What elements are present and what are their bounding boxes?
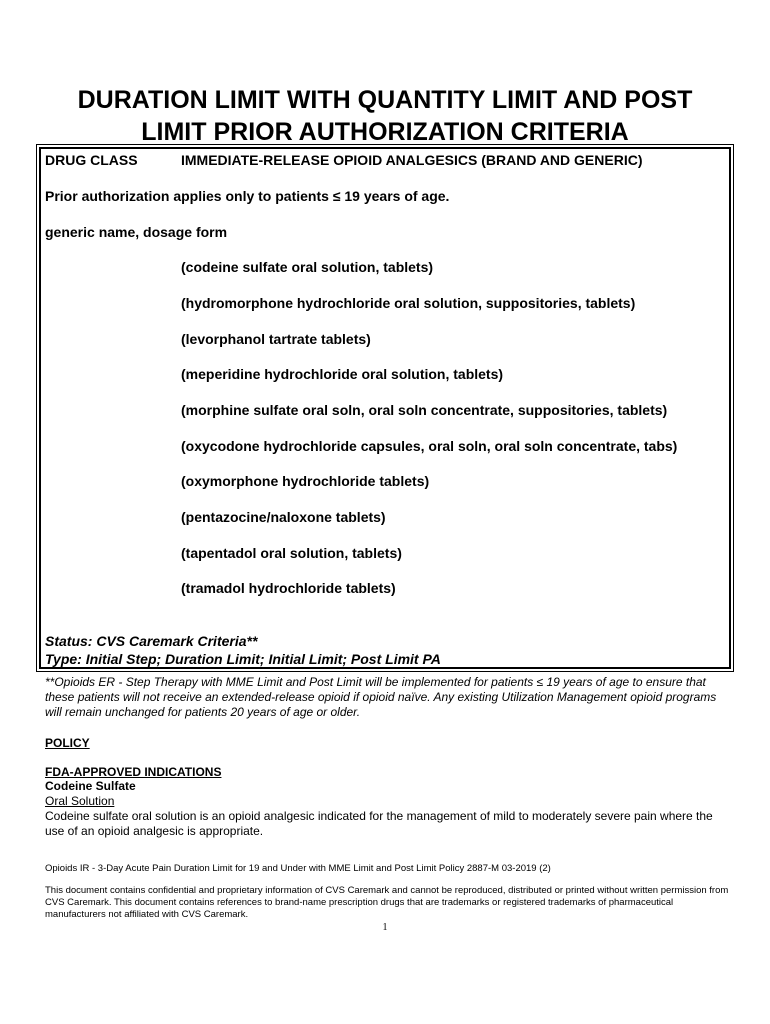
drug-list-item: (tapentadol oral solution, tablets) [181,545,402,561]
policy-reference: Opioids IR - 3-Day Acute Pain Duration Limit for 19 and Under with MME Limit and Post Limit Policy 2887-M 03-2019 (2) [45,863,551,874]
indication-paragraph: Codeine sulfate oral solution is an opioid analgesic indicated for the management of mild to moderately severe pain where the use of an opioid analgesic is appropriate. [45,809,713,838]
generic-name-header: generic name, dosage form [45,224,228,240]
drug-list-item: (levorphanol tartrate tablets) [181,331,371,347]
drug-list-item: (pentazocine/naloxone tablets) [181,509,386,525]
fda-indications-heading: FDA-APPROVED INDICATIONS [45,765,222,779]
drug-list-item: (meperidine hydrochloride oral solution, tablets) [181,366,504,382]
policy-heading: POLICY [45,736,90,750]
drug-list-item: (oxycodone hydrochloride capsules, oral soln, oral soln concentrate, tabs) [181,438,678,454]
drug-class-value: IMMEDIATE-RELEASE OPIOID ANALGESICS (BRAND AND GENERIC) [181,152,643,168]
drug-list-item: (morphine sulfate oral soln, oral soln concentrate, suppositories, tablets) [181,402,668,418]
page-number: 1 [382,922,388,933]
status-line: Status: CVS Caremark Criteria** [45,633,258,649]
drug-class-label: DRUG CLASS [45,152,138,168]
dosage-form-subheading: Oral Solution [45,794,115,808]
footnote: **Opioids ER - Step Therapy with MME Limit and Post Limit will be implemented for patients ≤ 19 years of age to ensure that these patients will not receive an extended-release opioid if opioid naïve. Any existing Utilization Management opioid programs will remain unchanged for patients 20 years of age or older. [45,675,717,719]
drug-list-item: (hydromorphone hydrochloride oral solution, suppositories, tablets) [181,295,636,311]
drug-list-item: (oxymorphone hydrochloride tablets) [181,473,430,489]
confidentiality-notice: This document contains confidential and proprietary information of CVS Caremark and cannot be reproduced, distributed or printed without written permission from CVS Caremark. This document contains references to brand-name prescription drugs that are trademarks or registered trademarks of pharmaceutical manufacturers not affiliated with CVS Caremark. [45,885,729,920]
drug-list-item: (codeine sulfate oral solution, tablets) [181,259,434,275]
type-line: Type: Initial Step; Duration Limit; Initial Limit; Post Limit PA [45,651,441,667]
title-line-1: DURATION LIMIT WITH QUANTITY LIMIT AND POST [77,86,693,114]
title-line-2: LIMIT PRIOR AUTHORIZATION CRITERIA [141,118,629,146]
document-title [0,84,770,148]
drug-list-item: (tramadol hydrochloride tablets) [181,580,396,596]
drug-name-heading: Codeine Sulfate [45,779,136,793]
prior-auth-text: Prior authorization applies only to patients ≤ 19 years of age. [45,188,450,204]
